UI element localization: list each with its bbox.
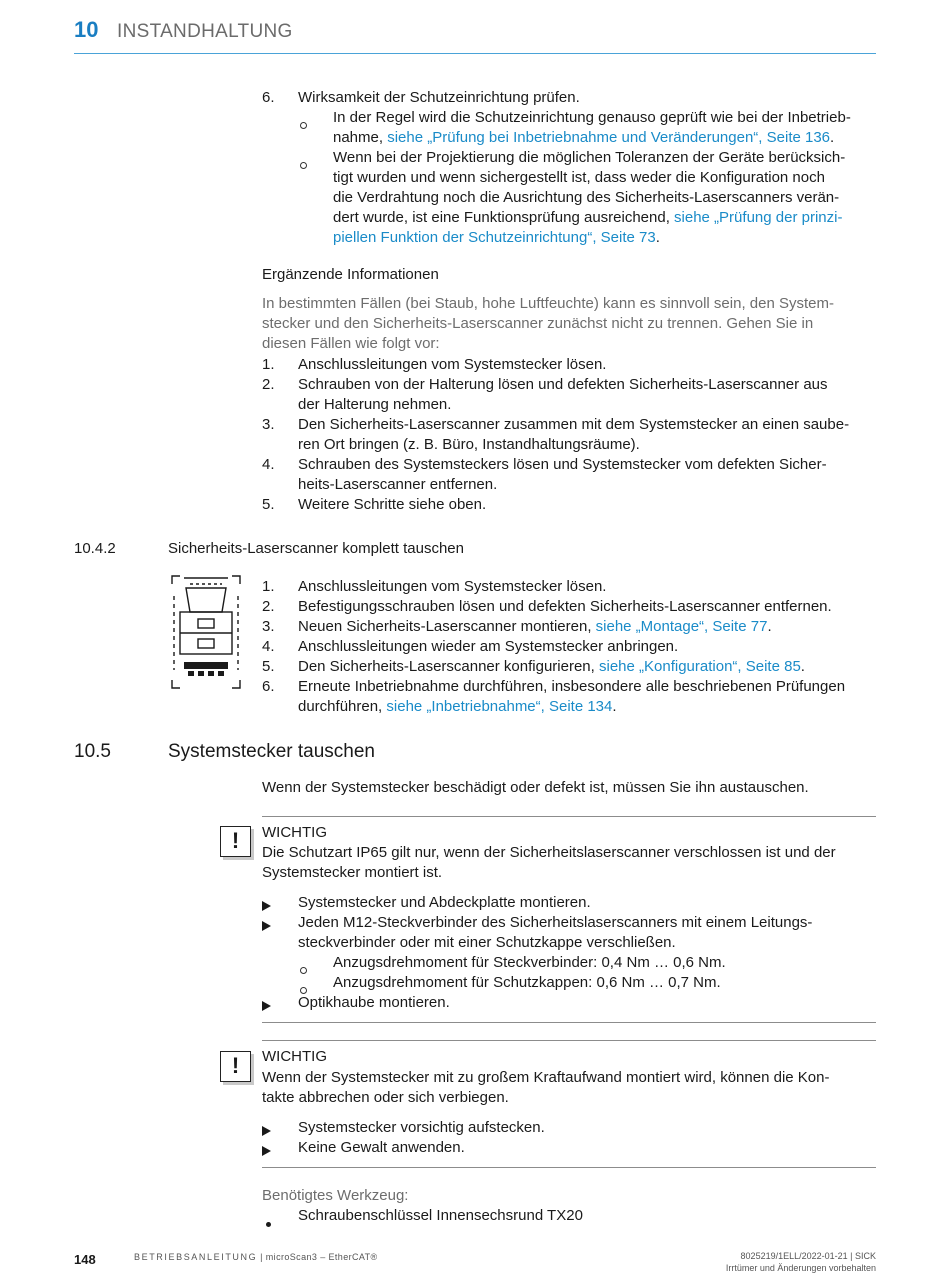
- important-warning-icon: !: [220, 1051, 251, 1082]
- bullet-arrow-icon: [262, 1142, 271, 1162]
- divider: [262, 1022, 876, 1023]
- page-footer: [74, 1250, 876, 1276]
- bullet-dot-icon: [266, 1213, 271, 1233]
- important-warning-icon: !: [220, 826, 251, 857]
- bullet-circle-icon: [300, 155, 307, 175]
- cross-reference-link[interactable]: siehe „Prüfung der prinzi-: [674, 209, 843, 226]
- bullet-circle-icon: [300, 115, 307, 135]
- supplementary-intro: In bestimmten Fällen (bei Staub, hohe Luftfeuchte) kann es sinnvoll sein, den System- stecker und den Sicherheits-Laserscanner zunächst nicht zu trennen. Gehen Sie in diesen Fällen wie folgt vor:: [262, 295, 834, 352]
- bullet-arrow-icon: [262, 917, 271, 937]
- document-reference: 8025219/1ELL/2022-01-21 | SICK Irrtümer und Änderungen vorbehalten: [725, 1251, 876, 1273]
- supplementary-heading: Ergänzende Informationen: [262, 266, 439, 283]
- warning-text: Wenn der Systemstecker mit zu großem Kraftaufwand montiert wird, können die Kon- takte abbrechen oder sich verbiegen.: [262, 1069, 830, 1106]
- divider: [262, 1167, 876, 1168]
- chapter-number: 10: [74, 17, 99, 42]
- page-number: 148: [74, 1252, 96, 1267]
- step-text: Wirksamkeit der Schutzeinrichtung prüfen.: [298, 89, 580, 106]
- tool-item: Schraubenschlüssel Innensechsrund TX20: [298, 1207, 583, 1224]
- chapter-title: INSTANDHALTUNG: [117, 21, 293, 42]
- sub-item: Anzugsdrehmoment für Schutzkappen: 0,6 Nm … 0,7 Nm.: [333, 974, 721, 991]
- sub-item-inspection: In der Regel wird die Schutzeinrichtung genauso geprüft wie bei der Inbetrieb- nahme, siehe „Prüfung bei Inbetriebnahme und Veränderungen“, Seite 136.: [333, 109, 851, 146]
- bullet-arrow-icon: [262, 1122, 271, 1142]
- warning-label: WICHTIG: [262, 1048, 327, 1065]
- step-number: 6.: [262, 89, 275, 106]
- laserscanner-replace-icon: [170, 574, 242, 690]
- cross-reference-link[interactable]: piellen Funktion der Schutzeinrichtung“, Seite 73: [333, 229, 656, 246]
- sub-item: Anzugsdrehmoment für Steckverbinder: 0,4 Nm … 0,6 Nm.: [333, 954, 726, 971]
- cross-reference-link[interactable]: siehe „Montage“, Seite 77: [595, 618, 768, 635]
- instruction-item: Jeden M12-Steckverbinder des Sicherheitslaserscanners mit einem Leitungs- steckverbinder oder mit einer Schutzkappe verschließen.: [298, 914, 813, 951]
- bullet-arrow-icon: [262, 897, 271, 917]
- tools-heading: Benötigtes Werkzeug:: [262, 1187, 409, 1204]
- section-title: Systemstecker tauschen: [168, 741, 375, 762]
- divider: [262, 1040, 876, 1041]
- bullet-arrow-icon: [262, 997, 271, 1017]
- document-title: BETRIEBSANLEITUNG | microScan3 – EtherCAT®: [134, 1252, 378, 1262]
- instruction-item: Systemstecker vorsichtig aufstecken.: [298, 1119, 545, 1136]
- instruction-item: Systemstecker und Abdeckplatte montieren.: [298, 894, 591, 911]
- page-header: [74, 14, 876, 54]
- cross-reference-link[interactable]: siehe „Prüfung bei Inbetriebnahme und Veränderungen“, Seite 136: [387, 129, 831, 146]
- divider: [262, 816, 876, 817]
- warning-text: Die Schutzart IP65 gilt nur, wenn der Sicherheitslaserscanner verschlossen ist und der Systemstecker montiert ist.: [262, 844, 836, 881]
- section-intro: Wenn der Systemstecker beschädigt oder defekt ist, müssen Sie ihn austauschen.: [262, 779, 809, 796]
- instruction-item: Optikhaube montieren.: [298, 994, 450, 1011]
- warning-label: WICHTIG: [262, 824, 327, 841]
- section-title: Sicherheits-Laserscanner komplett tauschen: [168, 540, 464, 557]
- section-number: 10.4.2: [74, 540, 116, 557]
- instruction-item: Keine Gewalt anwenden.: [298, 1139, 465, 1156]
- bullet-circle-icon: [300, 960, 307, 980]
- cross-reference-link[interactable]: siehe „Konfiguration“, Seite 85: [599, 658, 801, 675]
- sub-item-function-test: Wenn bei der Projektierung die möglichen Toleranzen der Geräte berücksich- tigt wurden und wenn sichergestellt ist, dass weder die Konfiguration noch die Verdrahtung noch die Ausrichtung des Sicherheits-Laserscanners verän- dert wurde, ist eine Funktionsprüfung ausreichend, siehe „Prüfung der prinzi- piellen Funktion der Schutzeinrichtung“, Seite 73.: [333, 149, 846, 246]
- section-number: 10.5: [74, 741, 111, 762]
- cross-reference-link[interactable]: siehe „Inbetriebnahme“, Seite 134: [386, 698, 613, 715]
